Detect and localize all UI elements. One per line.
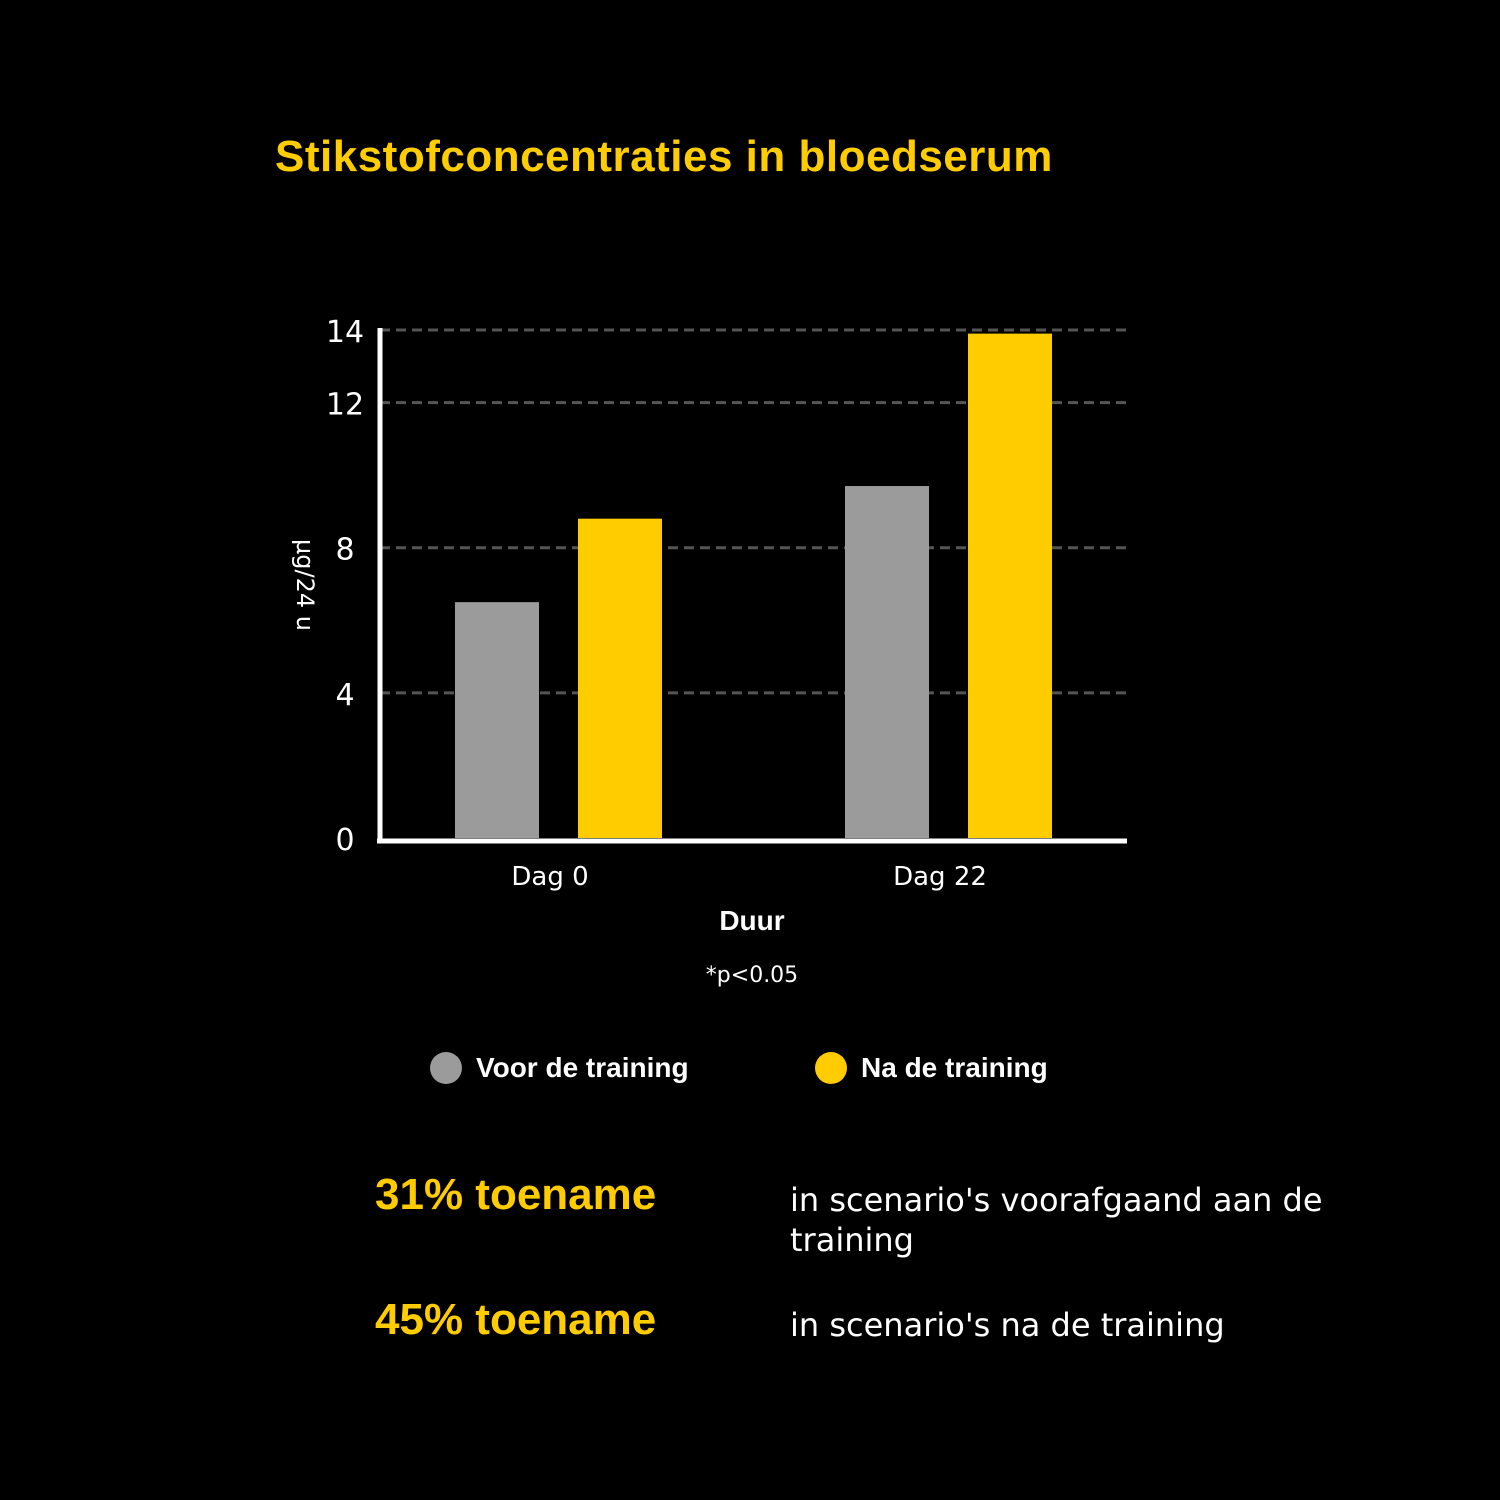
stat-description-1: in scenario's voorafgaand aan de training [790,1181,1323,1259]
bar-after-dag22 [968,334,1052,838]
legend-label-after: Na de training [861,1052,1048,1083]
legend-dot-grey [430,1052,462,1084]
x-tick-label: Dag 0 [511,862,589,892]
stat-headline-2: 45% toename [375,1295,657,1344]
y-tick-label: 8 [335,532,355,568]
y-tick-label: 0 [335,823,355,858]
legend-label-before: Voor de training [476,1052,689,1083]
y-tick-label: 14 [325,315,365,350]
bar-after-dag0 [578,519,662,838]
y-tick-label: 4 [335,677,355,713]
stat-headline-1: 31% toename [375,1170,657,1219]
x-axis-title: Duur [719,905,785,936]
y-axis-title: µg/24 u [291,539,319,631]
legend-item-before [430,1048,689,1088]
legend-dot-yellow [815,1052,847,1084]
stat-description-2: in scenario's na de training [790,1306,1225,1344]
legend-item-after [815,1048,1048,1088]
bar-before-dag0 [455,602,539,838]
chart-title: Stikstofconcentraties in bloedserum [275,132,1053,181]
bar-before-dag22 [845,486,929,838]
y-tick-label: 12 [325,387,365,423]
significance-note: *p<0.05 [705,963,799,988]
x-tick-label: Dag 22 [893,862,987,892]
